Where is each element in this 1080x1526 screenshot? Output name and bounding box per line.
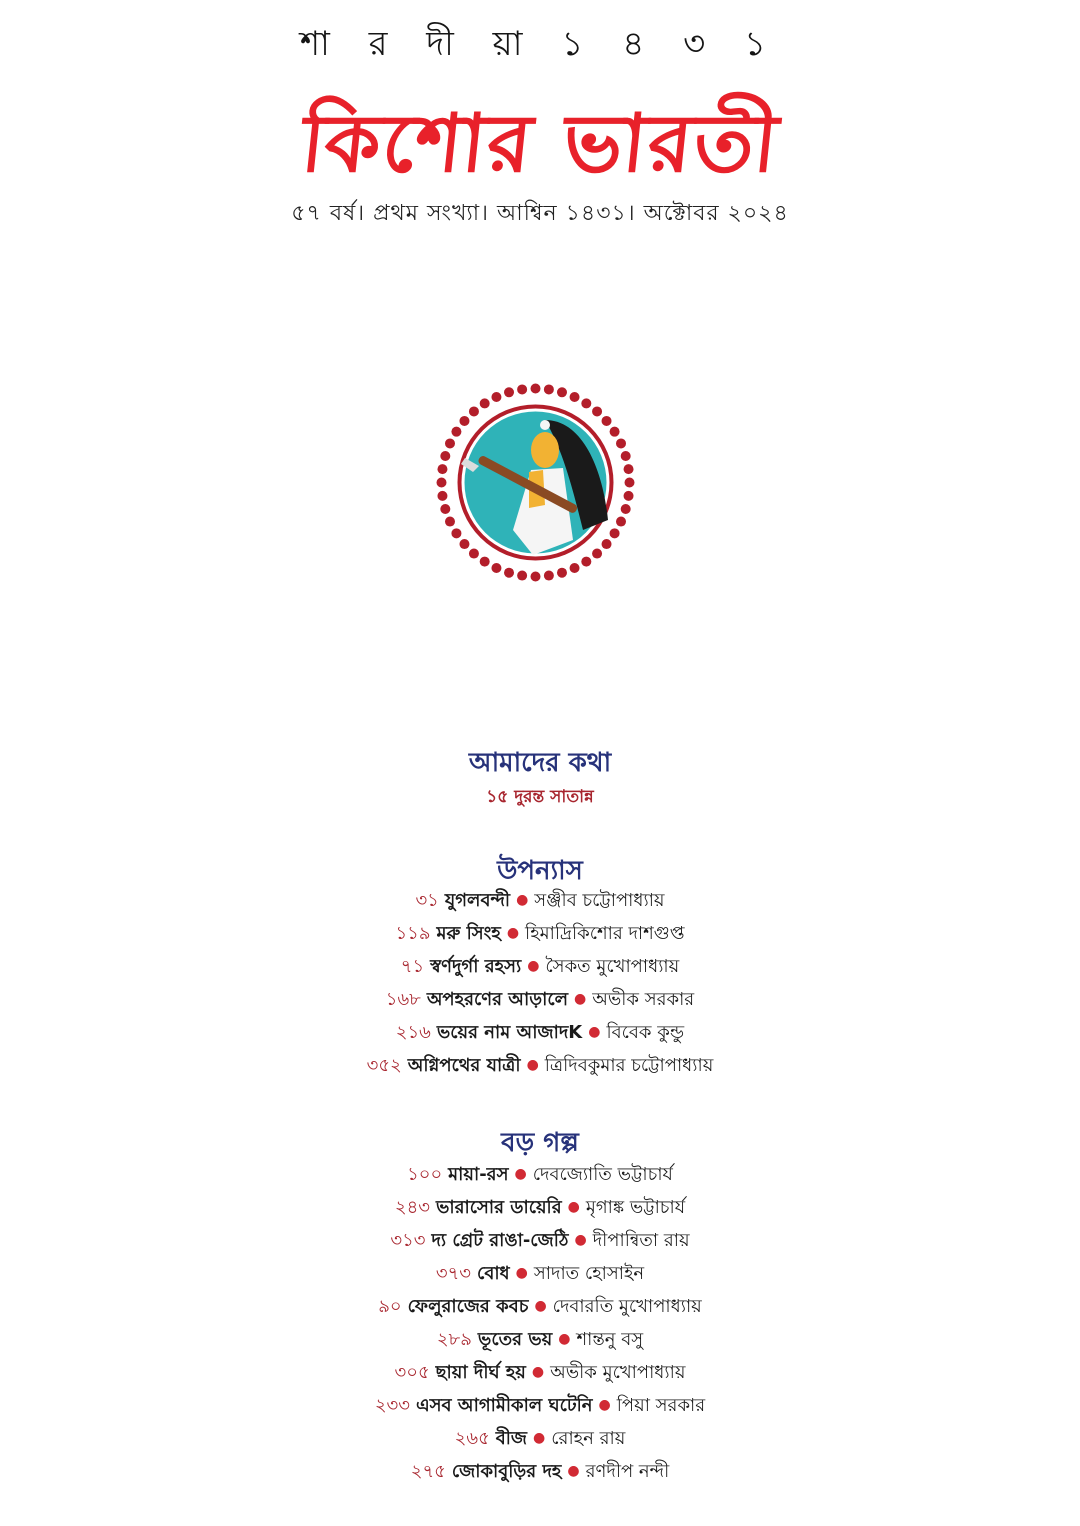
bullet-icon: ● [527, 958, 540, 974]
entry-author: শান্তনু বসু [576, 1329, 644, 1350]
page-number: ১০০ [407, 1164, 443, 1185]
toc-entry[interactable] [0, 983, 1080, 1016]
toc-entry[interactable] [0, 1323, 1080, 1356]
entry-author: পিয়া সরকার [616, 1395, 706, 1416]
emblem-illustration [433, 380, 638, 585]
page-number: ২৪৩ [394, 1197, 430, 1218]
entry-author: দেবজ্যোতি ভট্টাচার্য [532, 1164, 673, 1185]
entry-author: অভীক সরকার [592, 989, 695, 1010]
page-number: ৭১ [400, 956, 425, 977]
entry-author: দীপান্বিতা রায় [592, 1230, 690, 1251]
page-number: ৩৭৩ [435, 1263, 472, 1284]
page-number: ২৬৫ [454, 1428, 490, 1449]
entry-title: ভূতের ভয় [477, 1329, 553, 1350]
entry-author: হিমাদ্রিকিশোর দাশগুপ্ত [525, 923, 685, 944]
entry-title: মরু সিংহ [436, 923, 501, 944]
bullet-icon: ● [598, 1397, 611, 1413]
bullet-icon: ● [574, 991, 587, 1007]
section-title-amader-kotha: আমাদের কথা [468, 748, 612, 778]
entry-title: দুরন্ত সাতান্ন [514, 787, 594, 807]
toc-entry[interactable] [0, 1356, 1080, 1389]
bullet-icon: ● [533, 1430, 546, 1446]
toc-list-novels [0, 884, 1080, 1082]
toc-entry[interactable] [0, 917, 1080, 950]
entry-author: রণদীপ নন্দী [585, 1461, 670, 1482]
page-number: ৩১ [415, 890, 439, 911]
entry-title: যুগলবন্দী [444, 890, 511, 911]
bullet-icon: ● [526, 1057, 539, 1073]
entry-author: সৈকত মুখোপাধ্যায় [545, 956, 680, 977]
entry-author: মৃগাঙ্ক ভট্টাচার্য [585, 1197, 686, 1218]
issue-line: ৫৭ বর্ষ। প্রথম সংখ্যা। আশ্বিন ১৪৩১। অক্টোবর ২০২৪ [291, 201, 789, 226]
entry-author: সাদাত হোসাইন [533, 1263, 645, 1284]
entry-title: দ্য গ্রেট রাঙা-জেঠি [431, 1230, 569, 1251]
entry-title: জোকাবুড়ির দহ [451, 1461, 562, 1482]
toc-entry[interactable] [0, 950, 1080, 983]
toc-entry[interactable] [0, 1224, 1080, 1257]
entry-author: রোহন রায় [551, 1428, 626, 1449]
entry-title: স্বর্ণদুর্গা রহস্য [430, 956, 522, 977]
page-number: ১৬৮ [385, 989, 421, 1010]
bullet-icon: ● [558, 1331, 571, 1347]
entry-title: ফেলুরাজের কবচ [407, 1296, 529, 1317]
toc-entry[interactable] [0, 1290, 1080, 1323]
bullet-icon: ● [567, 1199, 580, 1215]
entry-title: বোধ [477, 1263, 510, 1284]
entry-author: ত্রিদিবকুমার চট্টোপাধ্যায় [544, 1055, 714, 1076]
page-number: ৩১৩ [390, 1230, 426, 1251]
bullet-icon: ● [588, 1024, 601, 1040]
entry-title: বীজ [495, 1428, 528, 1449]
page-number: ৯০ [378, 1296, 402, 1317]
bullet-icon: ● [506, 925, 520, 941]
toc-entry[interactable] [0, 1016, 1080, 1049]
section-title-long-stories: বড় গল্প [501, 1128, 579, 1158]
bullet-icon: ● [515, 1265, 528, 1281]
bullet-icon: ● [534, 1298, 547, 1314]
entry-author: বিবেক কুন্ডু [606, 1022, 685, 1043]
entry-title: অগ্নিপথের যাত্রী [407, 1055, 521, 1076]
entry-title: এসব আগামীকাল ঘটেনি [415, 1395, 593, 1416]
bullet-icon: ● [516, 892, 529, 908]
toc-entry[interactable] [0, 884, 1080, 917]
goddess-emblem-icon [433, 380, 638, 585]
toc-list-long-stories [0, 1158, 1080, 1488]
masthead-logo: কিশোর ভারতী [297, 96, 785, 190]
toc-entry[interactable] [0, 1455, 1080, 1488]
entry-author: সঞ্জীব চট্টোপাধ্যায় [534, 890, 665, 911]
bullet-icon: ● [574, 1232, 587, 1248]
toc-entry[interactable] [0, 1158, 1080, 1191]
page-number: ২৩৩ [374, 1395, 410, 1416]
page-number: ২৭৫ [410, 1461, 446, 1482]
toc-entry[interactable] [0, 1191, 1080, 1224]
entry-title: ভারাসোর ডায়েরি [435, 1197, 562, 1218]
toc-entry[interactable] [0, 1049, 1080, 1082]
page-number: ১৫ [486, 787, 509, 807]
entry-title: ছায়া দীর্ঘ হয় [435, 1362, 526, 1383]
toc-entry[interactable] [0, 1389, 1080, 1422]
page-number: ২৮৯ [436, 1329, 472, 1350]
entry-author: অভীক মুখোপাধ্যায় [550, 1362, 686, 1383]
bullet-icon: ● [567, 1463, 580, 1479]
section-title-novels: উপন্যাস [497, 856, 583, 886]
entry-title: অপহরণের আড়ালে [426, 989, 569, 1010]
toc-entry[interactable] [0, 1257, 1080, 1290]
page-number: ১১৯ [395, 923, 431, 944]
edition-kicker: শা র দী য়া ১ ৪ ৩ ১ [299, 24, 781, 64]
bullet-icon: ● [531, 1364, 545, 1380]
entry-author: দেবারতি মুখোপাধ্যায় [552, 1296, 702, 1317]
bullet-icon: ● [514, 1166, 527, 1182]
toc-entry[interactable] [0, 1422, 1080, 1455]
entry-title: মায়া-রস [448, 1164, 509, 1185]
page-number: ২১৬ [395, 1022, 431, 1043]
page-number: ৩৫২ [366, 1055, 402, 1076]
entry-title: ভয়ের নাম আজাদK [436, 1022, 583, 1043]
page-number: ৩০৫ [394, 1362, 430, 1383]
toc-entry[interactable] [0, 784, 1080, 812]
